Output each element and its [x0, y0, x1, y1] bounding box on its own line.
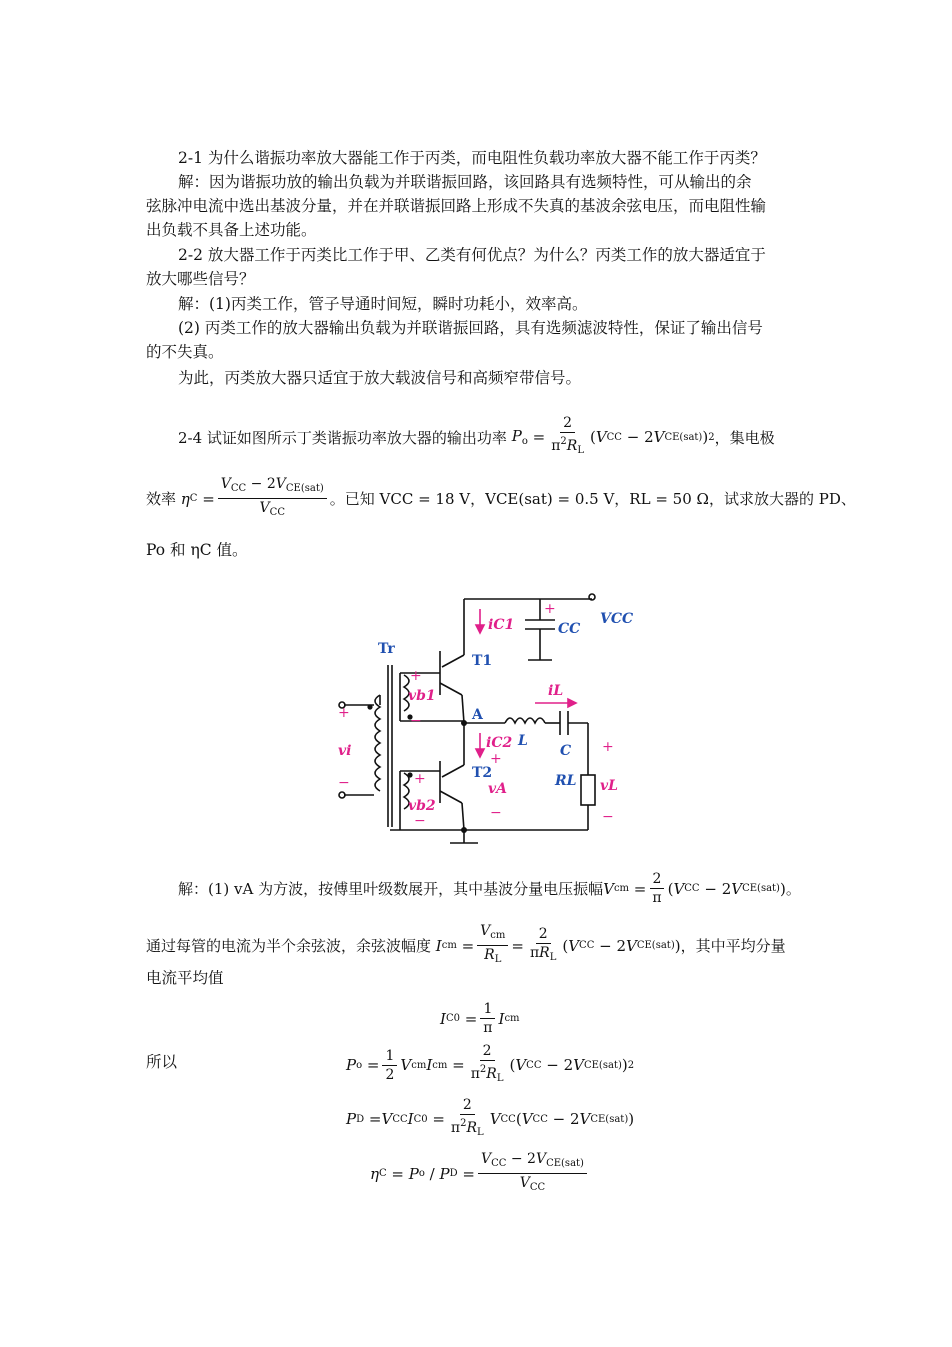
solution-so: 所以: [146, 1053, 178, 1071]
solution-l1-prefix: 解：(1) vA 为方波，按傅里叶级数展开，其中基波分量电压振幅: [178, 880, 604, 898]
label-vcc: VCC: [600, 611, 634, 627]
label-l: L: [518, 733, 528, 749]
q24-ask: Po 和 ηC 值。: [146, 541, 248, 559]
svg-text:−: −: [414, 813, 426, 829]
po-derivation: P o = $\frac{1}{2}$ V cm I cm = $\frac{2}{\pi^2R_L}$ ( V CC − 2 V CE(sat) ) 2: [346, 1043, 635, 1084]
svg-text:+: +: [544, 601, 556, 617]
q24-suffix: ，集电极: [714, 428, 775, 447]
q22-answer-3: 为此，丙类放大器只适宜于放大载波信号和高频窄带信号。: [178, 369, 582, 387]
solution-line-2: 通过每管的电流为半个余弦波，余弦波幅度 I cm = $\frac{V_{cm}}{R_L}$ = $\frac{2}{\pi R_L}$ ( V CC − 2 V CE(sat) ) ，其中平均分量: [146, 923, 786, 965]
q24-eff-prefix: 效率: [146, 490, 177, 508]
label-t1: T1: [472, 653, 493, 669]
label-va: vA: [488, 781, 507, 797]
label-cc: CC: [558, 621, 581, 637]
svg-text:−: −: [410, 713, 422, 729]
label-t2: T2: [472, 765, 493, 781]
ic0-formula: I C0 = $\frac{1}{\pi}$ I cm: [440, 1001, 520, 1036]
q22-answer-2-line-1: (2) 丙类工作的放大器输出负载为并联谐振回路，具有选频滤波特性，保证了输出信号: [178, 319, 763, 337]
q21-answer-line-3: 出负载不具备上述功能。: [146, 221, 317, 239]
eta-formula-fraction: $\frac{V_{CC} - 2V_{CE(sat)}}{V_{CC}}$: [218, 475, 327, 522]
svg-text:+: +: [602, 739, 614, 755]
label-vl: vL: [600, 778, 618, 794]
pd-derivation: P D = V CC I C0 = $\frac{2}{\pi^2R_L}$ V CC ( V CC − 2 V CE(sat) ): [346, 1097, 635, 1138]
solution-l2-suffix: ，其中平均分量: [680, 937, 786, 955]
label-vb1: vb1: [408, 688, 436, 704]
label-rl: RL: [555, 773, 577, 789]
svg-text:+: +: [338, 705, 350, 721]
q22-title-line-2: 放大哪些信号？: [146, 270, 255, 288]
q24-statement: 2-4 试证如图所示丁类谐振功率放大器的输出功率 $P_o$ = $\frac{2}{\pi^2R_L}$ ( V CC − 2 V CE(sat) ) 2 ，集电极: [178, 414, 775, 460]
q21-answer-line-1: 解：因为谐振功放的输出负载为并联谐振回路，该回路具有选频特性，可从输出的余: [178, 173, 752, 191]
label-il: iL: [548, 683, 564, 699]
svg-text:+: +: [414, 771, 426, 787]
svg-text:−: −: [602, 809, 614, 825]
q21-answer-line-2: 弦脉冲电流中选出基波分量，并在并联谐振回路上形成不失真的基波余弦电压，而电阻性输: [146, 197, 767, 215]
q22-title-line-1: 2-2 放大器工作于丙类比工作于甲、乙类有何优点？为什么？丙类工作的放大器适宜于: [178, 246, 766, 264]
svg-text:+: +: [490, 751, 502, 767]
svg-text:+: +: [410, 668, 422, 684]
label-a: A: [472, 707, 483, 723]
q21-title: 2-1 为什么谐振功率放大器能工作于丙类，而电阻性负载功率放大器不能工作于丙类？: [178, 149, 766, 167]
po-formula-fraction: $\frac{2}{\pi^2R_L}$: [551, 415, 584, 456]
q24-given: 。已知 VCC = 18 V，VCE(sat) = 0.5 V，RL = 50 Ω，试求放大器的 PD、: [329, 490, 856, 508]
class-d-circuit-diagram: [330, 585, 640, 850]
q22-answer-2-line-2: 的不失真。: [146, 343, 224, 361]
label-vi: vi: [338, 743, 352, 759]
svg-text:−: −: [490, 805, 502, 821]
solution-l2-prefix: 通过每管的电流为半个余弦波，余弦波幅度: [146, 937, 432, 955]
solution-line-3: 电流平均值: [146, 969, 224, 987]
svg-text:−: −: [338, 775, 350, 791]
q24-efficiency: 效率 η C = $\frac{V_{CC} - 2V_{CE(sat)}}{V_{CC}}$ 。已知 VCC = 18 V，VCE(sat) = 0.5 V，RL = 50 Ω，试求放大器的 PD、: [146, 475, 856, 522]
label-ic1: iC1: [488, 617, 515, 633]
q22-answer-1: 解：(1)丙类工作，管子导通时间短，瞬时功耗小，效率高。: [178, 295, 588, 313]
label-ic2: iC2: [486, 735, 513, 751]
label-vb2: vb2: [408, 798, 436, 814]
solution-line-1: 解：(1) vA 为方波，按傅里叶级数展开，其中基波分量电压振幅 V cm = $\frac{2}{\pi}$ ( V CC − 2 V CE(sat) )。: [178, 871, 801, 906]
label-c: C: [560, 743, 572, 759]
eta-derivation: η C = P o / P D = $\frac{V_{CC} - 2V_{CE(sat)}}{V_{CC}}$: [370, 1150, 590, 1197]
q24-prefix: 2-4 试证如图所示丁类谐振功率放大器的输出功率: [178, 428, 507, 447]
label-tr: Tr: [378, 641, 395, 657]
